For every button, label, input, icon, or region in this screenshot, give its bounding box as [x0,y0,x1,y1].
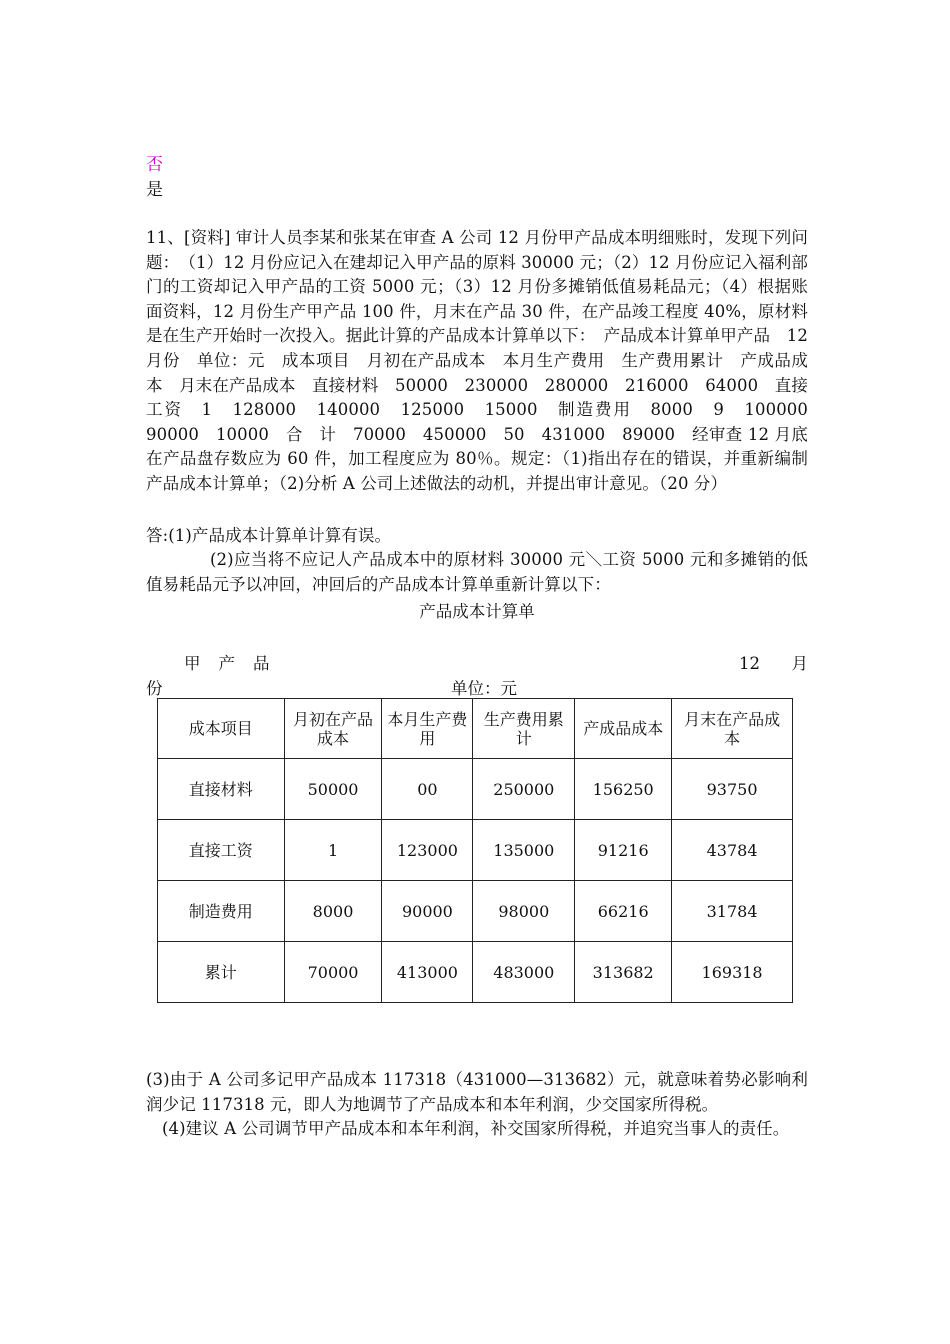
table-cell: 483000 [473,942,575,1003]
table-cell: 156250 [575,759,672,820]
column-header: 本月生产费用 [382,699,473,759]
answer-part-3: (3)由于 A 公司多记甲产品成本 117318（431000—313682）元，就意味着势必影响利润少记 117318 元，即人为地调节了产品成本和本年利润，少交国家所得税。 [146,1070,808,1114]
answer-part-1: 答:(1)产品成本计算单计算有误。 [146,526,392,545]
column-header: 产成品成本 [575,699,672,759]
table-cell: 313682 [575,942,672,1003]
table-cell: 135000 [473,820,575,881]
table-cell: 制造费用 [158,881,285,942]
table-row [158,881,793,942]
table-cell: 169318 [672,942,793,1003]
table-cell: 90000 [382,881,473,942]
table-cell: 直接材料 [158,759,285,820]
column-header: 生产费用累计 [473,699,575,759]
table-header-line [184,650,808,674]
table-cell: 93750 [672,759,793,820]
table-row [158,759,793,820]
table-cell: 直接工资 [158,820,285,881]
option-no: 否 [146,155,163,175]
table-cell: 00 [382,759,473,820]
product-name: 甲产品 [184,654,288,673]
column-header: 月末在产品成本 [672,699,793,759]
table-title: 产品成本计算单 [419,602,535,621]
table-cell: 91216 [575,820,672,881]
cost-table [157,698,793,1003]
table-cell: 70000 [284,942,382,1003]
month-label: 12 月 [739,654,808,673]
table-cell: 250000 [473,759,575,820]
answer-part-2: (2)应当将不应记人产品成本中的原材料 30000 元＼工资 5000 元和多摊销的低值易耗品元予以冲回，冲回后的产品成本计算单重新计算以下： [146,550,808,594]
table-cell: 累计 [158,942,285,1003]
table-cell: 50000 [284,759,382,820]
unit-label: 单位：元 [451,679,517,698]
column-header: 成本项目 [158,699,285,759]
table-row [158,820,793,881]
table-cell: 1 [284,820,382,881]
question-text: 11、[资料] 审计人员李某和张某在审查 A 公司 12 月份甲产品成本明细账时，发现下列问题： （1）12 月份应记入在建却记入甲产品的原料 30000 元；（2）12 月份应记入福利部门的工资却记入甲产品的工资 5000 元；（3）12 月份多摊销低值易耗品元；（4）根据账面资料，12 月份生产甲产品 100 件，月末在产品 30 件，在产品竣工程度 40%，原材料是在生产开始时一次投入。据此计算的产品成本计算单以下： 产品成本计算单甲产品 12 月份 单位：元 成本项目 月初在产品成本 本月生产费用 生产费用累计 产成品成本 月末在产品成本 直接材料 50000 230000 280000 216000 64000 直接工资 1 128000 140000 125000 15000 制造费用 8000 9 100000 90000 10000 合 计 70000 450000 50 431000 89000 经审查 12 月底在产品盘存数应为 60 件，加工程度应为 80％。规定：（1)指出存在的错误，并重新编制产品成本计算单；（2)分析 A 公司上述做法的动机，并提出审计意见。（20 分） [146,228,825,493]
table-cell: 43784 [672,820,793,881]
answer-part-4: (4)建议 A 公司调节甲产品成本和本年利润，补交国家所得税，并追究当事人的责任。 [162,1119,790,1138]
option-yes: 是 [146,180,163,200]
table-row [158,942,793,1003]
table-cell: 98000 [473,881,575,942]
table-cell: 66216 [575,881,672,942]
table-cell: 8000 [284,881,382,942]
column-header: 月初在产品成本 [284,699,382,759]
table-cell: 31784 [672,881,793,942]
month-suffix: 份 [146,679,163,698]
table-header-row [158,699,793,759]
table-cell: 123000 [382,820,473,881]
table-subheader-line [146,675,808,699]
table-cell: 413000 [382,942,473,1003]
